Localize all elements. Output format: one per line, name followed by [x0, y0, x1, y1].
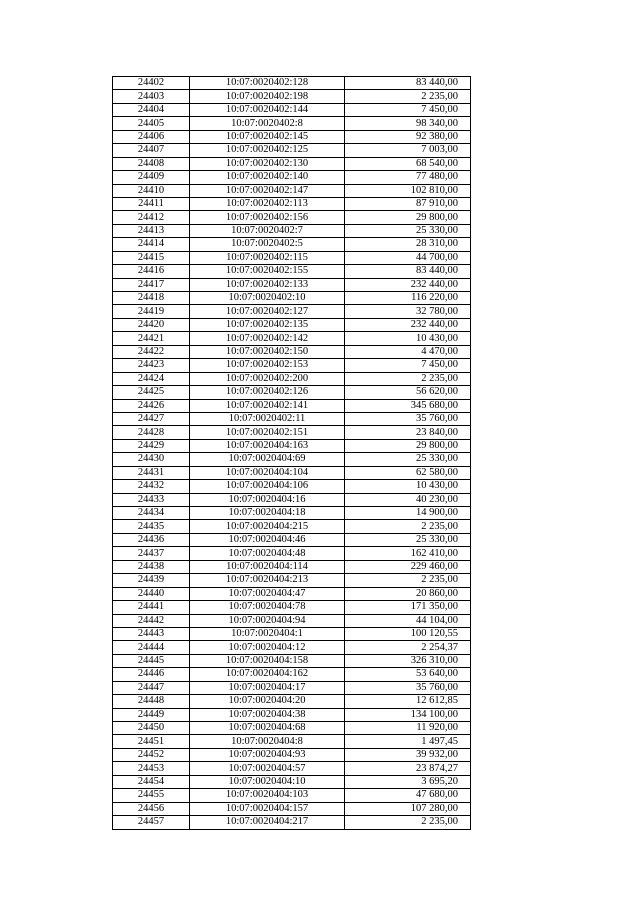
value-cell: 23 874,27 [345, 762, 471, 775]
cadastral-number-cell: 10:07:0020404:1 [190, 627, 345, 640]
cadastral-number-cell: 10:07:0020404:69 [190, 453, 345, 466]
row-number-cell: 24418 [113, 292, 190, 305]
value-cell: 53 640,00 [345, 668, 471, 681]
row-number-cell: 24450 [113, 722, 190, 735]
row-number-cell: 24441 [113, 601, 190, 614]
row-number-cell: 24404 [113, 103, 190, 116]
cadastral-number-cell: 10:07:0020404:106 [190, 480, 345, 493]
table-row [113, 627, 471, 640]
table-row [113, 762, 471, 775]
table-row [113, 439, 471, 452]
value-cell: 92 380,00 [345, 130, 471, 143]
cadastral-number-cell: 10:07:0020404:78 [190, 601, 345, 614]
value-cell: 14 900,00 [345, 507, 471, 520]
cadastral-number-cell: 10:07:0020404:158 [190, 654, 345, 667]
table-row [113, 359, 471, 372]
value-cell: 25 330,00 [345, 453, 471, 466]
table-row [113, 735, 471, 748]
row-number-cell: 24438 [113, 560, 190, 573]
cadastral-number-cell: 10:07:0020404:215 [190, 520, 345, 533]
value-cell: 56 620,00 [345, 386, 471, 399]
cadastral-number-cell: 10:07:0020404:46 [190, 533, 345, 546]
cadastral-number-cell: 10:07:0020402:150 [190, 345, 345, 358]
table-row [113, 251, 471, 264]
table-row [113, 399, 471, 412]
table-row [113, 695, 471, 708]
row-number-cell: 24435 [113, 520, 190, 533]
cadastral-number-cell: 10:07:0020404:94 [190, 614, 345, 627]
value-cell: 100 120,55 [345, 627, 471, 640]
value-cell: 232 440,00 [345, 318, 471, 331]
value-cell: 102 810,00 [345, 184, 471, 197]
row-number-cell: 24428 [113, 426, 190, 439]
cadastral-number-cell: 10:07:0020402:198 [190, 90, 345, 103]
cadastral-number-cell: 10:07:0020404:162 [190, 668, 345, 681]
cadastral-number-cell: 10:07:0020402:11 [190, 412, 345, 425]
row-number-cell: 24421 [113, 332, 190, 345]
row-number-cell: 24457 [113, 816, 190, 829]
cadastral-number-cell: 10:07:0020404:48 [190, 547, 345, 560]
row-number-cell: 24445 [113, 654, 190, 667]
value-cell: 44 700,00 [345, 251, 471, 264]
cadastral-number-cell: 10:07:0020404:20 [190, 695, 345, 708]
cadastral-number-cell: 10:07:0020404:157 [190, 802, 345, 815]
value-cell: 229 460,00 [345, 560, 471, 573]
value-cell: 62 580,00 [345, 466, 471, 479]
table-row [113, 816, 471, 829]
cadastral-number-cell: 10:07:0020402:151 [190, 426, 345, 439]
row-number-cell: 24448 [113, 695, 190, 708]
table-row [113, 668, 471, 681]
row-number-cell: 24446 [113, 668, 190, 681]
table-row [113, 332, 471, 345]
value-cell: 39 932,00 [345, 748, 471, 761]
value-cell: 20 860,00 [345, 587, 471, 600]
cadastral-number-cell: 10:07:0020402:7 [190, 224, 345, 237]
value-cell: 107 280,00 [345, 802, 471, 815]
row-number-cell: 24442 [113, 614, 190, 627]
value-cell: 28 310,00 [345, 238, 471, 251]
table-row [113, 171, 471, 184]
table-row [113, 520, 471, 533]
row-number-cell: 24412 [113, 211, 190, 224]
table-row [113, 345, 471, 358]
cadastral-number-cell: 10:07:0020404:103 [190, 789, 345, 802]
value-cell: 68 540,00 [345, 157, 471, 170]
table-row [113, 614, 471, 627]
row-number-cell: 24443 [113, 627, 190, 640]
table-row [113, 412, 471, 425]
row-number-cell: 24456 [113, 802, 190, 815]
row-number-cell: 24427 [113, 412, 190, 425]
row-number-cell: 24405 [113, 117, 190, 130]
row-number-cell: 24455 [113, 789, 190, 802]
value-cell: 10 430,00 [345, 332, 471, 345]
row-number-cell: 24416 [113, 265, 190, 278]
value-cell: 171 350,00 [345, 601, 471, 614]
cadastral-number-cell: 10:07:0020404:217 [190, 816, 345, 829]
row-number-cell: 24425 [113, 386, 190, 399]
cadastral-number-cell: 10:07:0020404:93 [190, 748, 345, 761]
cadastral-number-cell: 10:07:0020402:10 [190, 292, 345, 305]
table-row [113, 722, 471, 735]
table-row [113, 386, 471, 399]
table-row [113, 681, 471, 694]
cadastral-number-cell: 10:07:0020402:142 [190, 332, 345, 345]
table-row [113, 547, 471, 560]
row-number-cell: 24402 [113, 77, 190, 90]
table-row [113, 197, 471, 210]
cadastral-number-cell: 10:07:0020402:155 [190, 265, 345, 278]
row-number-cell: 24413 [113, 224, 190, 237]
row-number-cell: 24454 [113, 775, 190, 788]
row-number-cell: 24434 [113, 507, 190, 520]
table-row [113, 533, 471, 546]
value-cell: 3 695,20 [345, 775, 471, 788]
value-cell: 2 235,00 [345, 816, 471, 829]
cadastral-number-cell: 10:07:0020404:57 [190, 762, 345, 775]
table-row [113, 292, 471, 305]
row-number-cell: 24403 [113, 90, 190, 103]
cadastral-number-cell: 10:07:0020404:10 [190, 775, 345, 788]
value-cell: 134 100,00 [345, 708, 471, 721]
value-cell: 7 450,00 [345, 103, 471, 116]
value-cell: 25 330,00 [345, 224, 471, 237]
value-cell: 77 480,00 [345, 171, 471, 184]
value-cell: 12 612,85 [345, 695, 471, 708]
row-number-cell: 24431 [113, 466, 190, 479]
table-row [113, 587, 471, 600]
table-row [113, 748, 471, 761]
cadastral-number-cell: 10:07:0020404:163 [190, 439, 345, 452]
cadastral-number-cell: 10:07:0020402:126 [190, 386, 345, 399]
value-cell: 87 910,00 [345, 197, 471, 210]
table-row [113, 224, 471, 237]
row-number-cell: 24406 [113, 130, 190, 143]
value-cell: 35 760,00 [345, 412, 471, 425]
table-row [113, 77, 471, 90]
row-number-cell: 24453 [113, 762, 190, 775]
cadastral-number-cell: 10:07:0020404:114 [190, 560, 345, 573]
cadastral-number-cell: 10:07:0020402:5 [190, 238, 345, 251]
cadastral-number-cell: 10:07:0020402:128 [190, 77, 345, 90]
table-row [113, 775, 471, 788]
row-number-cell: 24408 [113, 157, 190, 170]
table-row [113, 426, 471, 439]
table-row [113, 130, 471, 143]
value-cell: 11 920,00 [345, 722, 471, 735]
value-cell: 4 470,00 [345, 345, 471, 358]
cadastral-number-cell: 10:07:0020402:141 [190, 399, 345, 412]
cadastral-number-cell: 10:07:0020404:16 [190, 493, 345, 506]
row-number-cell: 24437 [113, 547, 190, 560]
cadastral-number-cell: 10:07:0020404:18 [190, 507, 345, 520]
row-number-cell: 24410 [113, 184, 190, 197]
row-number-cell: 24432 [113, 480, 190, 493]
row-number-cell: 24430 [113, 453, 190, 466]
table-row [113, 90, 471, 103]
value-cell: 10 430,00 [345, 480, 471, 493]
value-cell: 32 780,00 [345, 305, 471, 318]
table-row [113, 103, 471, 116]
value-cell: 83 440,00 [345, 265, 471, 278]
cadastral-number-cell: 10:07:0020404:12 [190, 641, 345, 654]
table-row [113, 453, 471, 466]
value-cell: 2 235,00 [345, 372, 471, 385]
row-number-cell: 24440 [113, 587, 190, 600]
value-cell: 2 235,00 [345, 90, 471, 103]
row-number-cell: 24426 [113, 399, 190, 412]
value-cell: 162 410,00 [345, 547, 471, 560]
value-cell: 25 330,00 [345, 533, 471, 546]
cadastral-number-cell: 10:07:0020402:133 [190, 278, 345, 291]
cadastral-number-cell: 10:07:0020404:17 [190, 681, 345, 694]
value-cell: 47 680,00 [345, 789, 471, 802]
cadastral-number-cell: 10:07:0020404:38 [190, 708, 345, 721]
row-number-cell: 24449 [113, 708, 190, 721]
row-number-cell: 24407 [113, 144, 190, 157]
value-cell: 2 235,00 [345, 520, 471, 533]
row-number-cell: 24419 [113, 305, 190, 318]
table-row [113, 601, 471, 614]
row-number-cell: 24424 [113, 372, 190, 385]
value-cell: 2 235,00 [345, 574, 471, 587]
table-row [113, 574, 471, 587]
table-row [113, 480, 471, 493]
cadastral-number-cell: 10:07:0020404:8 [190, 735, 345, 748]
value-cell: 23 840,00 [345, 426, 471, 439]
value-cell: 326 310,00 [345, 654, 471, 667]
row-number-cell: 24444 [113, 641, 190, 654]
row-number-cell: 24439 [113, 574, 190, 587]
table-row [113, 654, 471, 667]
table-row [113, 507, 471, 520]
row-number-cell: 24420 [113, 318, 190, 331]
cadastral-number-cell: 10:07:0020402:147 [190, 184, 345, 197]
table-row [113, 265, 471, 278]
cadastral-number-cell: 10:07:0020402:145 [190, 130, 345, 143]
row-number-cell: 24414 [113, 238, 190, 251]
row-number-cell: 24429 [113, 439, 190, 452]
row-number-cell: 24417 [113, 278, 190, 291]
cadastral-number-cell: 10:07:0020402:127 [190, 305, 345, 318]
row-number-cell: 24409 [113, 171, 190, 184]
row-number-cell: 24411 [113, 197, 190, 210]
table-row [113, 493, 471, 506]
cadastral-number-cell: 10:07:0020404:213 [190, 574, 345, 587]
row-number-cell: 24452 [113, 748, 190, 761]
value-cell: 232 440,00 [345, 278, 471, 291]
cadastral-number-cell: 10:07:0020402:125 [190, 144, 345, 157]
value-cell: 345 680,00 [345, 399, 471, 412]
table-row [113, 238, 471, 251]
table-row [113, 789, 471, 802]
cadastral-number-cell: 10:07:0020404:47 [190, 587, 345, 600]
row-number-cell: 24447 [113, 681, 190, 694]
row-number-cell: 24423 [113, 359, 190, 372]
table-row [113, 305, 471, 318]
value-cell: 40 230,00 [345, 493, 471, 506]
table-row [113, 802, 471, 815]
value-cell: 83 440,00 [345, 77, 471, 90]
table-row [113, 466, 471, 479]
table-body [113, 77, 471, 830]
value-cell: 98 340,00 [345, 117, 471, 130]
value-cell: 44 104,00 [345, 614, 471, 627]
value-cell: 29 800,00 [345, 439, 471, 452]
table-row [113, 144, 471, 157]
row-number-cell: 24415 [113, 251, 190, 264]
cadastral-number-cell: 10:07:0020402:156 [190, 211, 345, 224]
row-number-cell: 24451 [113, 735, 190, 748]
cadastral-number-cell: 10:07:0020402:113 [190, 197, 345, 210]
value-cell: 1 497,45 [345, 735, 471, 748]
cadastral-number-cell: 10:07:0020402:115 [190, 251, 345, 264]
cadastral-number-cell: 10:07:0020402:144 [190, 103, 345, 116]
table-row [113, 184, 471, 197]
table-row [113, 318, 471, 331]
cadastral-number-cell: 10:07:0020402:200 [190, 372, 345, 385]
value-cell: 7 003,00 [345, 144, 471, 157]
cadastral-number-cell: 10:07:0020404:68 [190, 722, 345, 735]
cadastral-number-cell: 10:07:0020402:8 [190, 117, 345, 130]
cadastral-number-cell: 10:07:0020402:153 [190, 359, 345, 372]
cadastral-number-cell: 10:07:0020402:130 [190, 157, 345, 170]
cadastral-number-cell: 10:07:0020404:104 [190, 466, 345, 479]
table-row [113, 708, 471, 721]
table-row [113, 372, 471, 385]
cadastral-value-table [112, 76, 471, 830]
table-row [113, 157, 471, 170]
table-row [113, 278, 471, 291]
cadastral-number-cell: 10:07:0020402:135 [190, 318, 345, 331]
row-number-cell: 24422 [113, 345, 190, 358]
cadastral-number-cell: 10:07:0020402:140 [190, 171, 345, 184]
value-cell: 116 220,00 [345, 292, 471, 305]
value-cell: 35 760,00 [345, 681, 471, 694]
value-cell: 29 800,00 [345, 211, 471, 224]
row-number-cell: 24433 [113, 493, 190, 506]
row-number-cell: 24436 [113, 533, 190, 546]
value-cell: 7 450,00 [345, 359, 471, 372]
table-row [113, 211, 471, 224]
value-cell: 2 254,37 [345, 641, 471, 654]
table-row [113, 641, 471, 654]
table-row [113, 117, 471, 130]
table-row [113, 560, 471, 573]
